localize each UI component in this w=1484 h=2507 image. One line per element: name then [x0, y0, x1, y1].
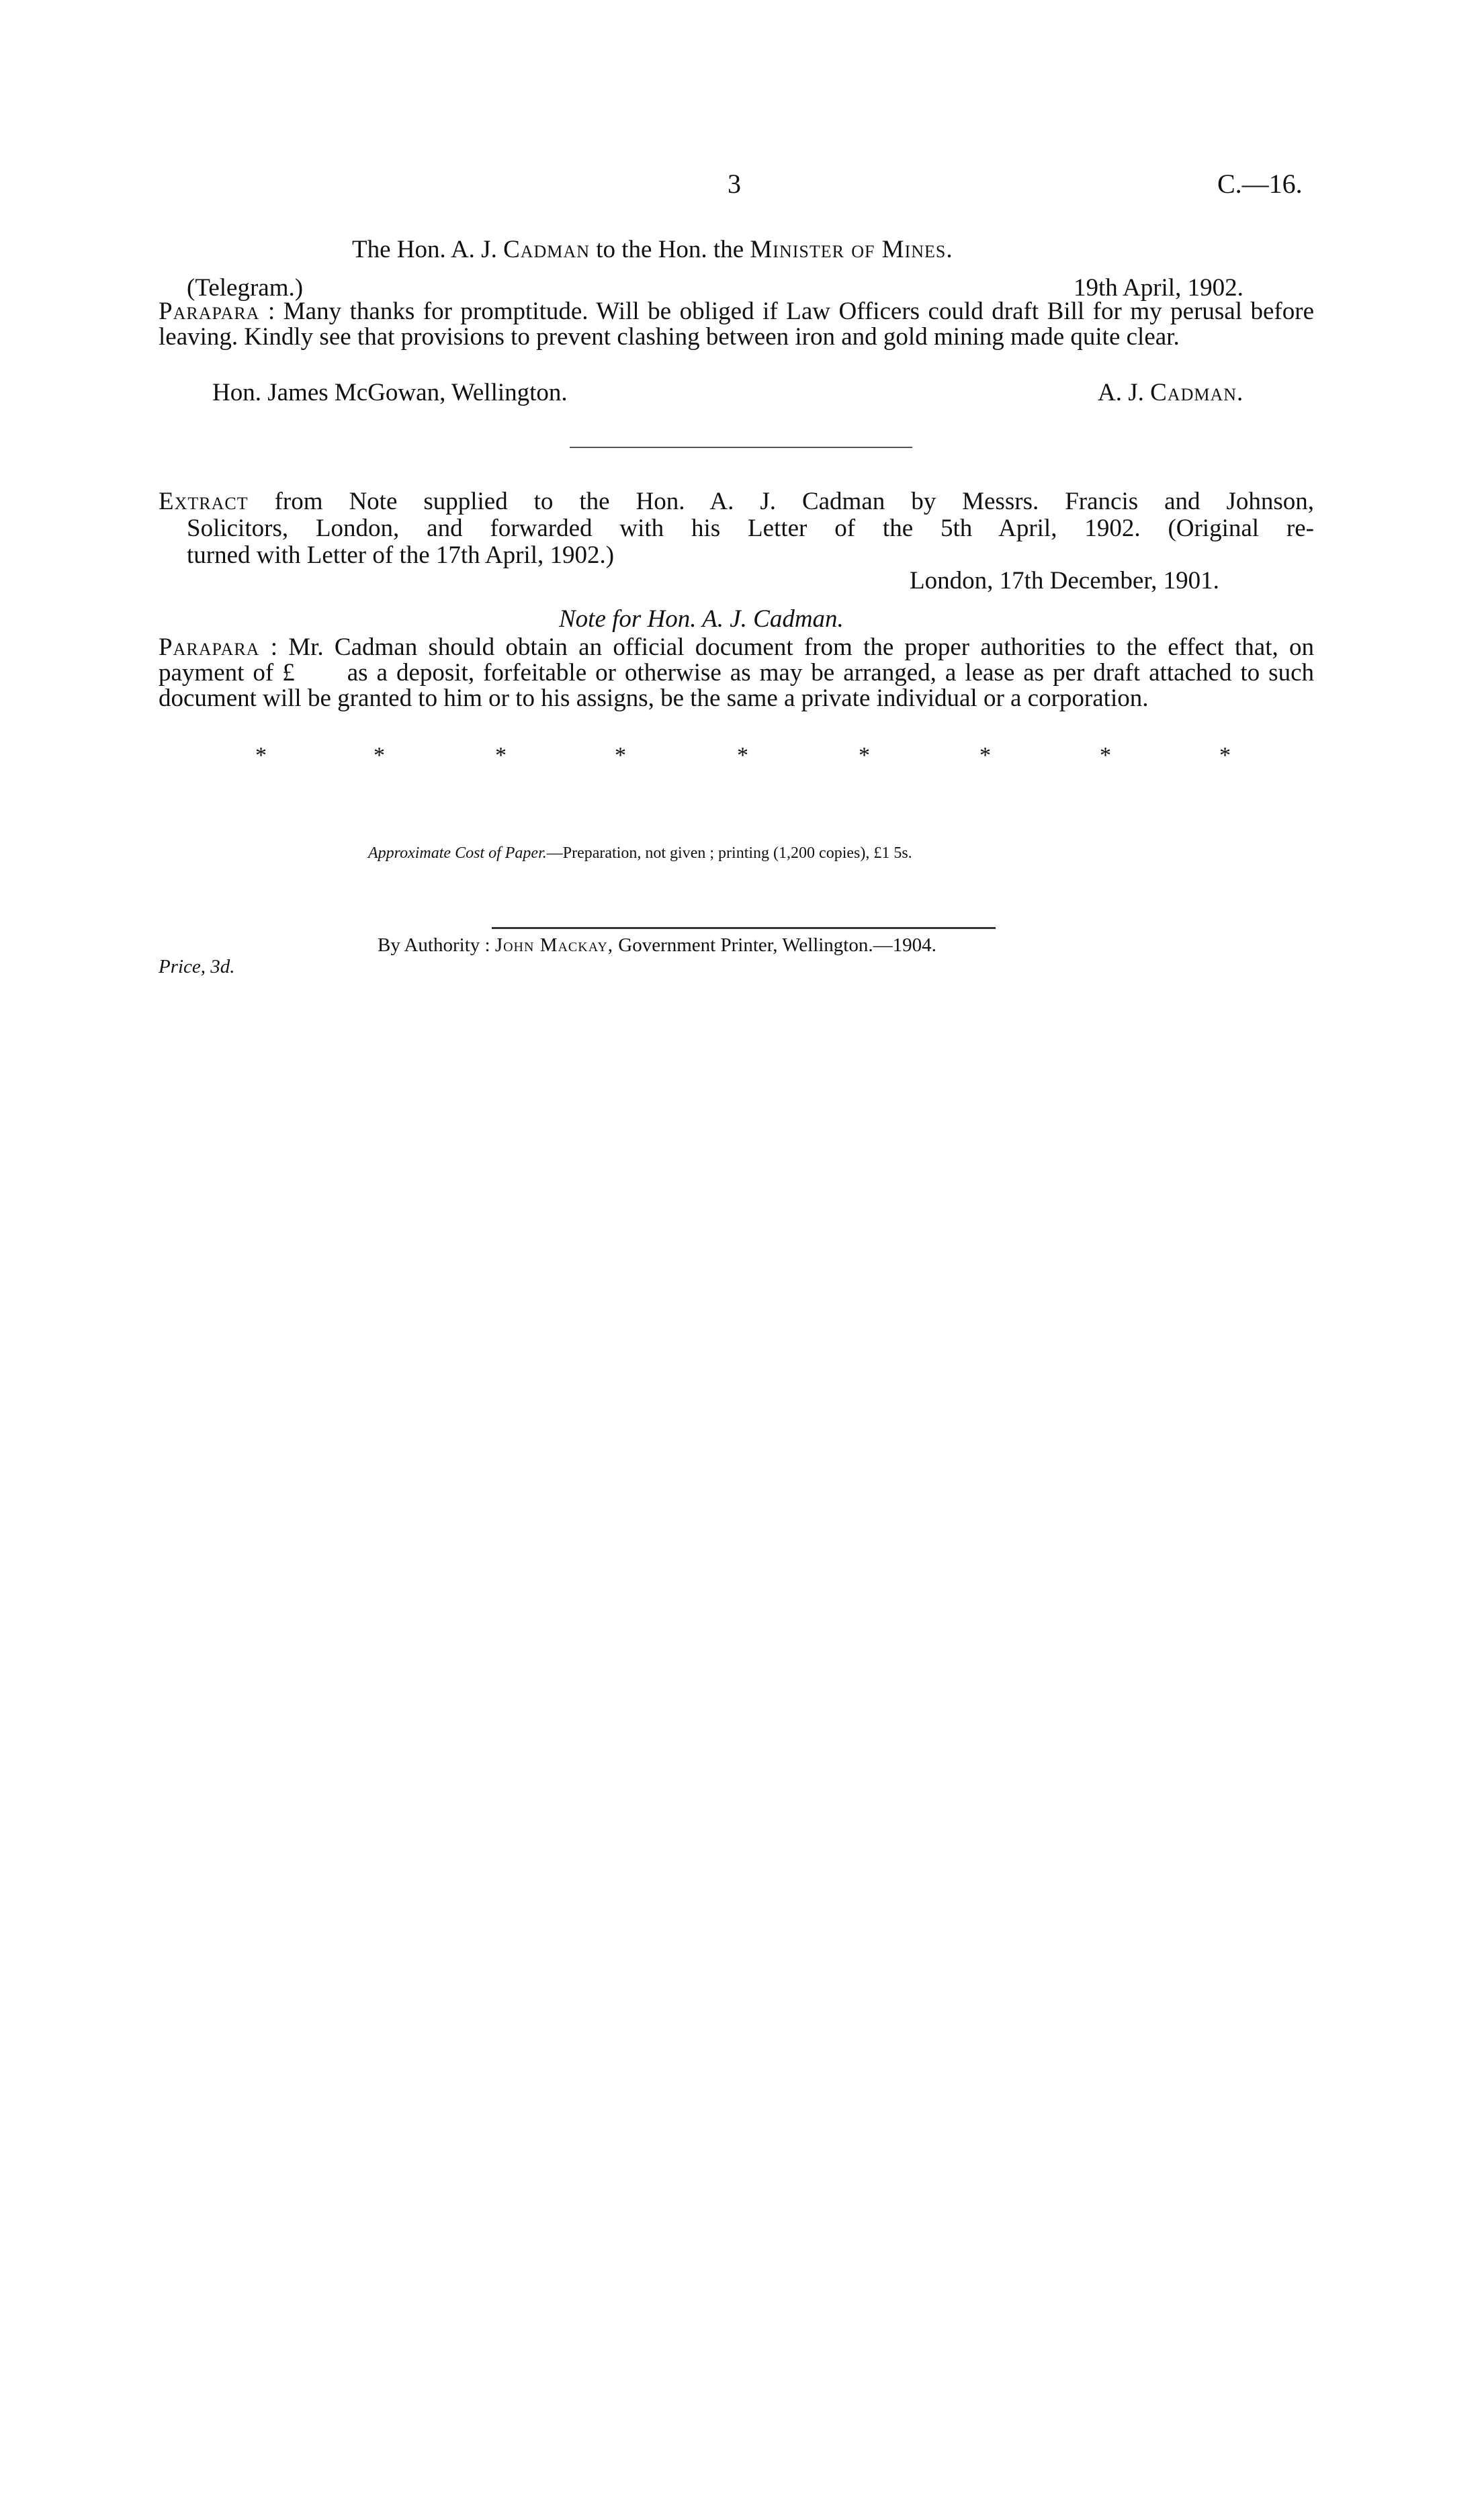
- telegram-body: Parapara : Many thanks for promptitude. Will be obliged if Law Officers could draft Bill for my perusal before leaving. Kindly see that provisions to prevent clashing between iron and gold mining made quite clear.: [159, 298, 1314, 351]
- asterisk: *: [1219, 743, 1231, 768]
- price: Price, 3d.: [159, 956, 235, 977]
- extract-heading-line-3: turned with Letter of the 17th April, 1902.): [187, 541, 615, 569]
- telegram-title: [352, 237, 953, 262]
- telegram-body-text: Many thanks for promptitude. Will be obliged if Law Officers could draft Bill for my perusal before leaving. Kindly see that provisions to prevent clashing between iron and gold mining made quite clear.: [159, 298, 1314, 351]
- extract-body: Parapara : Mr. Cadman should obtain an official document from the proper authorities to the effect that, on payment of £ as a deposit, forfeitable or otherwise as may be arranged, a lease as per draft attached to such document will be granted to him or to his assigns, be the same a private individual or a corporation.: [159, 633, 1321, 712]
- cost-line: [368, 844, 912, 863]
- telegram-title-to: Minister of Mines.: [750, 236, 953, 263]
- asterisk: *: [859, 743, 870, 768]
- cost-label: Approximate Cost of Paper.: [368, 844, 547, 862]
- authority-post: Government Printer, Wellington.—1904.: [618, 934, 936, 956]
- asterisk: *: [615, 743, 626, 768]
- telegram-title-pre: The Hon. A. J.: [352, 236, 497, 263]
- section-divider: [570, 447, 912, 448]
- telegram-signature-name: Cadman.: [1150, 379, 1244, 406]
- extract-heading-line-1: [159, 488, 1314, 515]
- asterisk: *: [255, 743, 267, 768]
- footer-rule: [492, 927, 996, 929]
- asterisk: *: [495, 743, 507, 768]
- telegram-title-mid: to the Hon. the: [596, 236, 744, 263]
- authority-line: [378, 934, 936, 957]
- telegram-signature-initials: A. J.: [1098, 379, 1144, 406]
- telegram-addressee: Hon. James McGowan, Wellington.: [212, 379, 568, 406]
- extract-place: Parapara: [159, 633, 260, 661]
- asterisk: *: [737, 743, 748, 768]
- document-reference: C.—16.: [1217, 169, 1303, 199]
- authority-name: John Mackay,: [494, 934, 614, 956]
- extract-heading: [159, 488, 1314, 569]
- note-title: Note for Hon. A. J. Cadman.: [559, 605, 844, 633]
- telegram-signature: [1098, 380, 1243, 405]
- cost-text: —Preparation, not given ; printing (1,200 copies), £1 5s.: [546, 844, 912, 862]
- asterisk: *: [374, 743, 385, 768]
- telegram-type: (Telegram.): [187, 274, 304, 302]
- extract-body-text: Mr. Cadman should obtain an official document from the proper authorities to the effect that, on payment of £ as a deposit, forfeitable or otherwise as may be arranged, a lease as per draft attached to such document will be granted to him or to his assigns, be the same a private individual or a corporation.: [159, 633, 1321, 712]
- telegram-date: 19th April, 1902.: [1074, 274, 1243, 302]
- telegram-title-from: Cadman: [503, 236, 590, 263]
- asterisk: *: [979, 743, 991, 768]
- extract-heading-line-1-text: from Note supplied to the Hon. A. J. Cadman by Messrs. Francis and Johnson,: [274, 488, 1314, 515]
- page-number: 3: [728, 169, 741, 199]
- extract-lead: Extract: [159, 488, 249, 515]
- authority-pre: By Authority :: [378, 934, 490, 956]
- telegram-place: Parapara: [159, 298, 260, 325]
- extract-heading-line-2: Solicitors, London, and forwarded with his Letter of the 5th April, 1902. (Original re-: [187, 515, 1314, 542]
- asterisk: *: [1100, 743, 1111, 768]
- extract-date: London, 17th December, 1901.: [910, 567, 1219, 595]
